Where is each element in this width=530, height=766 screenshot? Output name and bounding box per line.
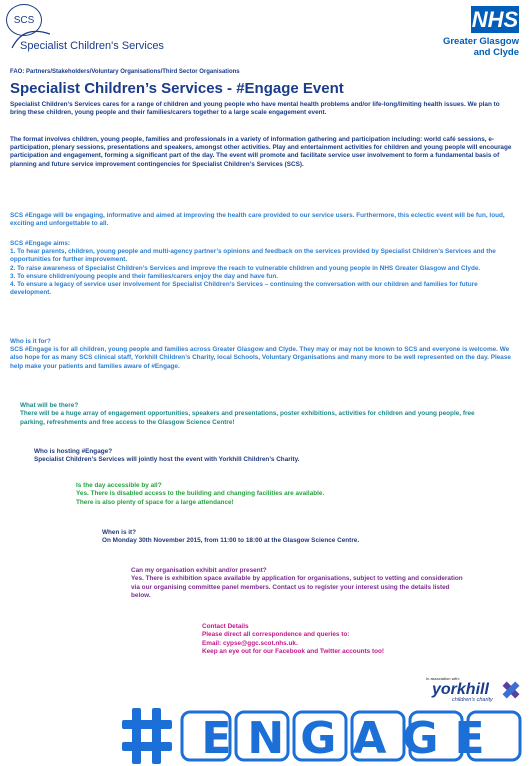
yorkhill-logo-text: yorkhill xyxy=(432,681,489,698)
accessible-answer-extra: There is also plenty of space for a large attendance! xyxy=(76,498,234,506)
contact-heading: Contact Details xyxy=(202,623,249,630)
aim-item: 2. To raise awareness of Specialist Children’s Services and improve the reach to vulnerable children and young people in NHS Greater Glasgow and Clyde. xyxy=(10,264,481,272)
scs-logo-circle: SCS xyxy=(6,4,42,36)
contact-section xyxy=(202,623,502,657)
accessible-answer: Yes. There is disabled access to the building and changing facilities are available. xyxy=(76,490,325,498)
contact-line: Please direct all correspondence and queries to: xyxy=(202,631,350,639)
aim-item: 3. To ensure children/young people and their families/carers enjoy the day and have fun. xyxy=(10,272,279,280)
association-label: In association with: xyxy=(426,676,460,681)
when-section xyxy=(102,529,502,546)
nhs-board-name xyxy=(443,36,519,58)
aim-item: 1. To hear parents, children, young people and multi-agency partner’s opinions and feedback on the services provided by Specialist Children’s Services and the opportunities for further improvement. xyxy=(10,248,496,264)
format-paragraph: The format involves children, young people, families and professionals in a variety of information gathering and participation including: world café sessions, e-participation, plenary sessions, presentations and speakers, amongst other activities. Play and entertainment activities for children and young people will encourage participation and engagement, forming a significant part of the day. The event will promote and facilitate service user involvement to form a fundamental basis of planning and future service improvement contingencies for Specialist Children’s Services (SCS). xyxy=(10,136,512,168)
when-answer: On Monday 30th November 2015, from 11:00 to 18:00 at the Glasgow Science Centre. xyxy=(102,537,360,545)
scs-name: Specialist Children's Services xyxy=(20,40,164,52)
when-question: When is it? xyxy=(102,529,137,536)
aims-heading: SCS #Engage aims: xyxy=(10,240,71,247)
aim-item: 4. To ensure a legacy of service user involvement for Specialist Children’s Services – continuing the conversation with our children and families for future development. xyxy=(10,281,478,297)
hosting-question: Who is hosting #Engage? xyxy=(34,448,113,455)
contact-email[interactable]: Email: cypse@ggc.scot.nhs.uk. xyxy=(202,639,298,647)
accessible-question: Is the day accessible by all? xyxy=(76,482,162,489)
what-section xyxy=(20,402,500,427)
aims-section xyxy=(10,240,515,297)
what-question: What will be there? xyxy=(20,402,79,409)
contact-social: Keep an eye out for our Facebook and Twitter accounts too! xyxy=(202,648,385,656)
exhibit-answer: Yes. There is exhibition space available by application for organisations, subject to vetting and consideration via our organising committee panel members. Contact us to register your interest using the details listed below. xyxy=(131,575,463,600)
exhibit-question: Can my organisation exhibit and/or present? xyxy=(131,567,267,574)
scs-logo xyxy=(6,4,206,56)
yorkhill-heart-icon xyxy=(500,680,522,700)
page-title: Specialist Children’s Services - #Engage Event xyxy=(10,80,344,97)
nhs-board-line-2: and Clyde xyxy=(473,47,519,58)
hash-icon xyxy=(122,708,172,764)
yorkhill-tagline: children's charity xyxy=(452,697,493,703)
intro-paragraph: Specialist Children’s Services cares for a range of children and young people who have mental health problems and/or life-long/limiting health issues. We plan to bring these children, young people and their families/carers together to a large scale engagement event. xyxy=(10,101,500,117)
nhs-board-line-1: Greater Glasgow xyxy=(442,36,519,47)
who-for-question: Who is it for? xyxy=(10,338,51,345)
nhs-logo: NHS xyxy=(471,6,519,32)
engage-logo-text: ENGAGE xyxy=(201,713,501,764)
who-for-section xyxy=(10,338,515,371)
exhibit-section xyxy=(131,567,466,601)
accessible-section xyxy=(76,482,476,507)
hosting-answer: Specialist Children’s Services will jointly host the event with Yorkhill Children’s Charity. xyxy=(34,456,300,464)
hosting-section xyxy=(34,448,434,465)
who-for-answer: SCS #Engage is for all children, young people and families across Greater Glasgow and Clyde. They may or may not be known to SCS and everyone is welcome. We also hope for as many SCS clinical staff, Yorkhill Children’s Charity, local Schools, Voluntary Organisations and many more to be well represented on the day. Please help make your patients and families aware of #Engage. xyxy=(10,346,511,370)
fao-line: FAO: Partners/Stakeholders/Voluntary Organisations/Third Sector Organisations xyxy=(10,69,240,75)
engage-logo xyxy=(118,706,528,766)
what-answer: There will be a huge array of engagement opportunities, speakers and presentations, poster exhibitions, activities for children and young people, free parking, refreshments and free access to the Glasgow Science Centre! xyxy=(20,410,475,426)
engaging-paragraph: SCS #Engage will be engaging, informative and aimed at improving the health care provided to our service users. Furthermore, this eclectic event will be fun, loud, exciting and unforgettable to all. xyxy=(10,212,505,228)
